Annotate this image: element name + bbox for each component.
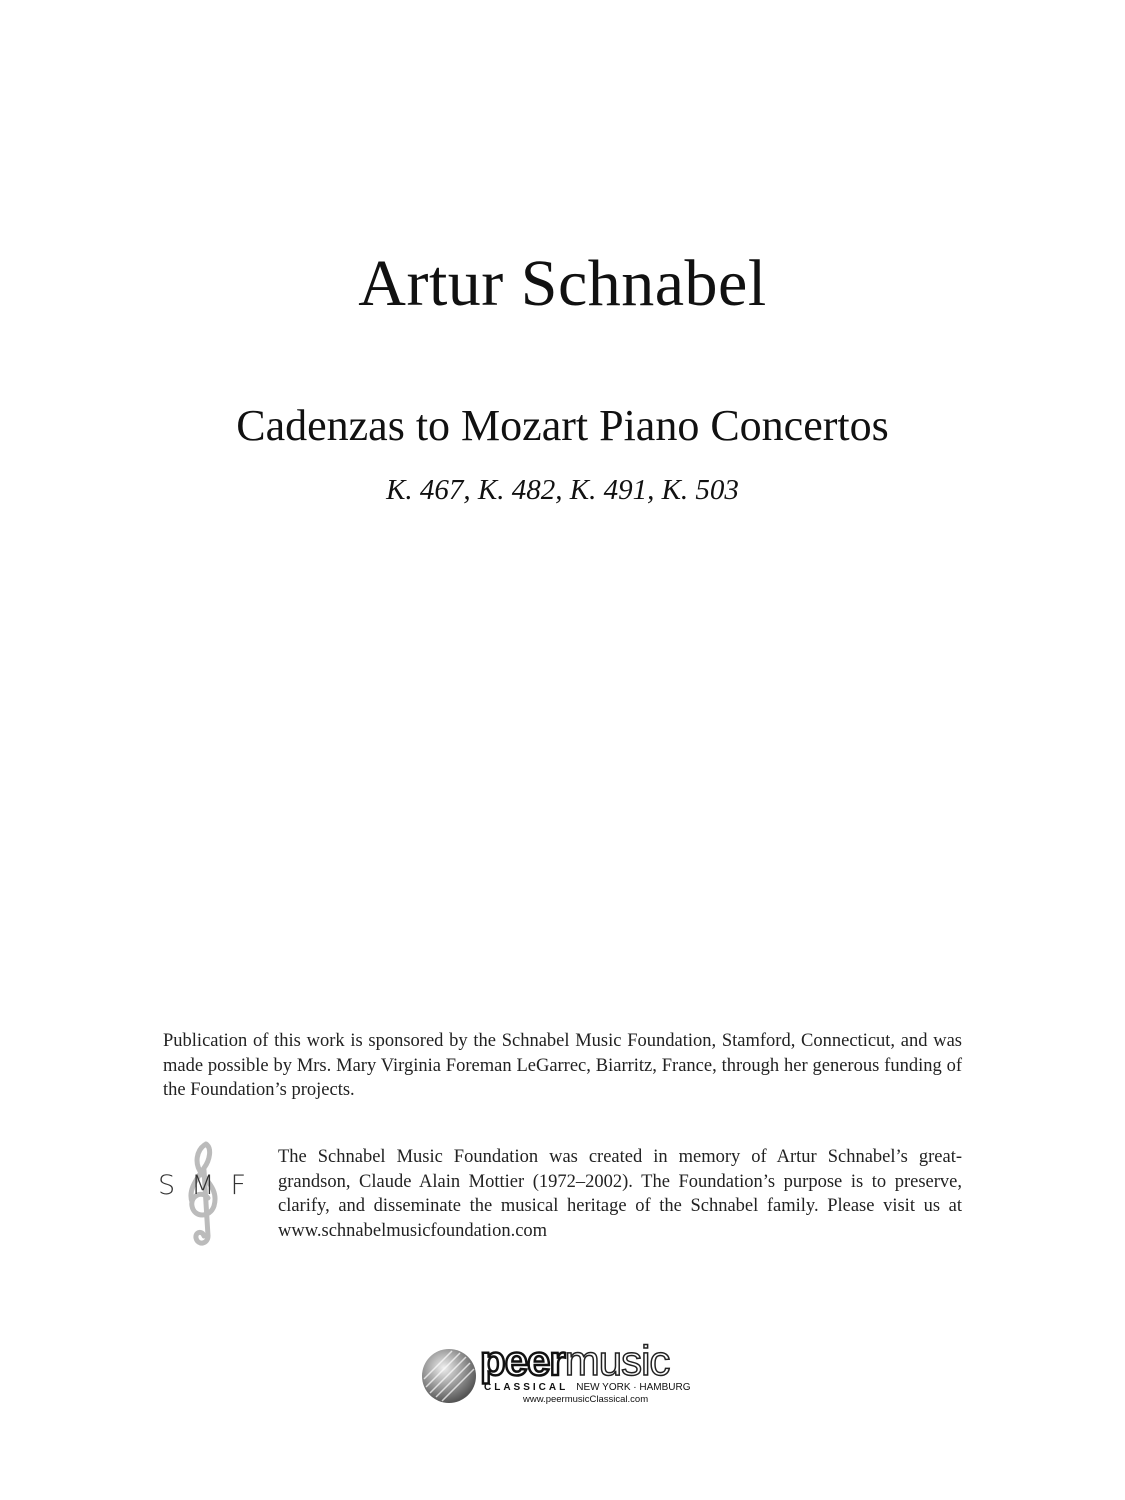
publisher-division — [484, 1382, 691, 1393]
sponsorship-paragraph: Publication of this work is sponsored by the Schnabel Music Foundation, Stamford, Connecticut, and was made possible by Mrs. Mary Virginia Foreman LeGarrec, Biarritz, France, through her generous funding of the Foundation’s projects. — [163, 1031, 962, 1100]
smf-letter: F — [230, 1170, 246, 1201]
peermusic-logo — [420, 1337, 710, 1407]
smf-logo — [158, 1140, 248, 1250]
foundation-paragraph: The Schnabel Music Foundation was created in memory of Artur Schnabel’s great-grandson, Claude Alain Mottier (1972–2002). The Foundation’s purpose is to preserve, clarify, and disseminate the musical heritage of the Schnabel family. Please visit us at www.schnabelmusicfoundation.com — [278, 1147, 962, 1241]
publisher-cities: NEW YORK · HAMBURG — [576, 1382, 691, 1393]
publisher-name-bold: peer — [480, 1337, 565, 1384]
smf-letter: S — [158, 1170, 176, 1201]
publisher-name — [480, 1337, 669, 1385]
publisher-url: www.peermusicClassical.com — [523, 1394, 649, 1405]
globe-icon — [420, 1347, 478, 1405]
smf-letter: M — [191, 1170, 215, 1201]
publisher-name-light: music — [564, 1337, 670, 1384]
work-subtitle: Cadenzas to Mozart Piano Concertos — [236, 401, 889, 450]
division-label: CLASSICAL — [484, 1382, 569, 1393]
kochel-numbers: K. 467, K. 482, K. 491, K. 503 — [386, 474, 739, 506]
composer-title: Artur Schnabel — [358, 247, 767, 320]
